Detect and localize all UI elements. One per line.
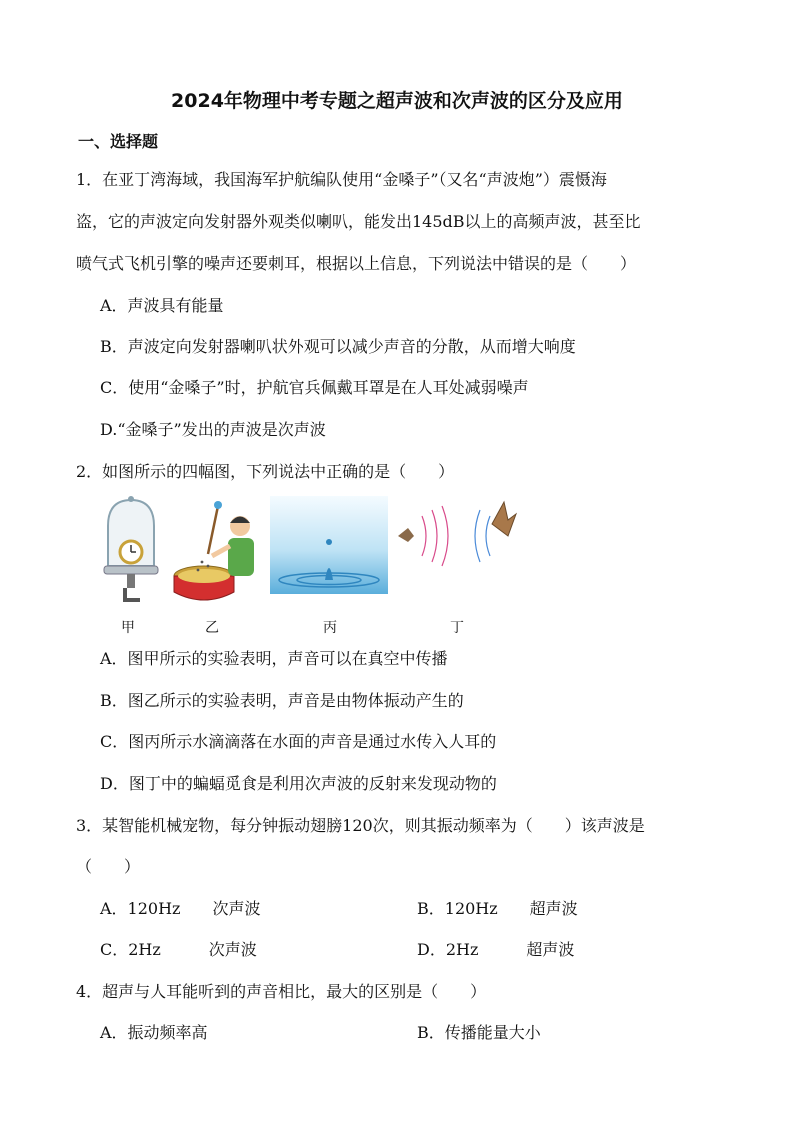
q1-option-c: C．使用“金嗓子”时，护航官兵佩戴耳罩是在人耳处减弱噪声: [100, 378, 529, 397]
q2-option-d: D．图丁中的蝙蝠觅食是利用次声波的反射来发现动物的: [100, 774, 497, 793]
q1-line-1: 1．在亚丁湾海域，我国海军护航编队使用“金嗓子”（又名“声波炮”）震慑海: [76, 170, 607, 189]
q2-option-c: C．图丙所示水滴滴落在水面的声音是通过水传入人耳的: [100, 732, 497, 751]
q3-stem-line-2: （ ）: [76, 857, 141, 876]
q1-option-a: A．声波具有能量: [100, 296, 224, 315]
q1-option-d: D.“金嗓子”发出的声波是次声波: [100, 420, 326, 439]
q2-stem: 2．如图所示的四幅图，下列说法中正确的是（ ）: [76, 462, 455, 481]
q3-stem-line-1: 3．某智能机械宠物，每分钟振动翅膀120次，则其振动频率为（ ）该声波是: [76, 816, 645, 835]
q4-option-a: A．振动频率高: [100, 1023, 208, 1042]
q3-option-d: D．2Hz 超声波: [417, 940, 575, 959]
drum-figure: [172, 496, 262, 608]
figure-caption-jia: 甲: [121, 620, 135, 636]
page-title: 2024年物理中考专题之超声波和次声波的区分及应用: [171, 90, 623, 112]
bat-echolocation-figure: [396, 496, 518, 568]
q1-line-3: 喷气式飞机引擎的噪声还要刺耳，根据以上信息，下列说法中错误的是（ ）: [76, 254, 637, 273]
q2-option-b: B．图乙所示的实验表明，声音是由物体振动产生的: [100, 691, 464, 710]
q2-option-a: A．图甲所示的实验表明，声音可以在真空中传播: [100, 649, 448, 668]
bell-jar-figure: [100, 496, 162, 608]
water-drop-figure: [270, 496, 388, 594]
figure-caption-ding: 丁: [450, 620, 464, 636]
q3-option-b: B．120Hz 超声波: [417, 899, 578, 918]
figure-caption-bing: 丙: [323, 620, 337, 636]
section-heading: 一、选择题: [78, 132, 159, 151]
q1-option-b: B．声波定向发射器喇叭状外观可以减少声音的分散，从而增大响度: [100, 337, 576, 356]
q3-option-a: A．120Hz 次声波: [100, 899, 261, 918]
q1-line-2: 盗，它的声波定向发射器外观类似喇叭，能发出145dB以上的高频声波，甚至比: [76, 212, 641, 231]
q4-option-b: B．传播能量大小: [417, 1023, 541, 1042]
q3-option-c: C．2Hz 次声波: [100, 940, 257, 959]
q4-stem: 4．超声与人耳能听到的声音相比，最大的区别是（ ）: [76, 982, 487, 1001]
figure-caption-yi: 乙: [205, 620, 219, 636]
